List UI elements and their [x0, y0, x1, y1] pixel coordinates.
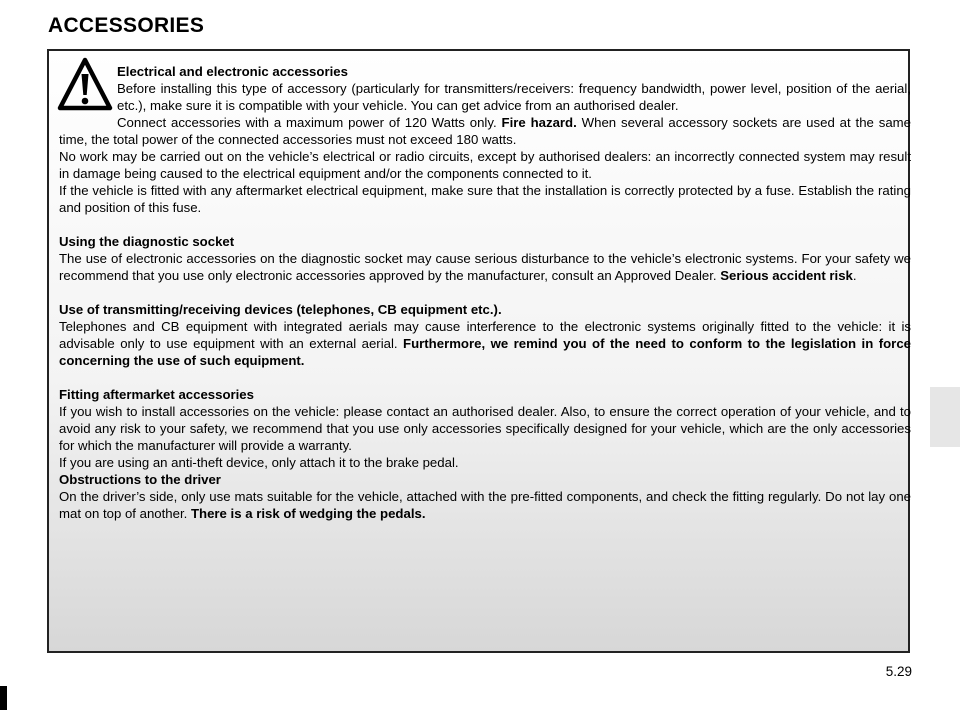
- obstructions-bold-text: There is a risk of wedging the pedals.: [190, 506, 426, 521]
- aftermarket-paragraph: If you wish to install accessories on the vehicle: please contact an authorised dealer. Also, to ensure the correct operation of your vehicle, and to avoid any risk to your safety, we recommend that you use only accessories specifically designed for your vehicle, which are the only accessories for which the manufacturer will provide a warranty.: [59, 404, 911, 453]
- warning-text: [59, 63, 911, 522]
- diagnostic-bold-text: Serious accident risk: [720, 268, 853, 283]
- transmitting-heading: Use of transmitting/receiving devices (telephones, CB equipment etc.).: [59, 302, 502, 317]
- electrical-paragraph-1: Before installing this type of accessory (particularly for transmitters/receivers: frequency bandwidth, power level, position of the aerial, etc.), make sure it is compatible with your vehicle. You can get advice from an authorised dealer.: [117, 81, 911, 113]
- obstructions-heading: Obstructions to the driver: [59, 472, 221, 487]
- anti-theft-paragraph: If you are using an anti-theft device, only attach it to the brake pedal.: [59, 455, 459, 470]
- power-limit-text: Connect accessories with a maximum power of 120 Watts only.: [117, 115, 497, 130]
- page-number: 5.29: [885, 664, 912, 679]
- diagnostic-heading: Using the diagnostic socket: [59, 234, 235, 249]
- electrical-paragraph-4: If the vehicle is fitted with any aftermarket electrical equipment, make sure that the installation is correctly protected by a fuse. Establish the rating and position of this fuse.: [59, 183, 911, 215]
- page-title: ACCESSORIES: [48, 14, 205, 37]
- electrical-paragraph-2: [59, 114, 911, 148]
- aftermarket-heading: Fitting aftermarket accessories: [59, 387, 254, 402]
- obstructions-text: On the driver’s side, only use mats suitable for the vehicle, attached with the pre-fitted components, and check the fitting regularly. Do not lay one mat on top of another.: [59, 489, 911, 521]
- transmitting-text: Telephones and CB equipment with integrated aerials may cause interference to the electronic systems originally fitted to the vehicle: it is advisable only to use equipment with an external aerial.: [59, 319, 911, 351]
- transmitting-paragraph: [59, 318, 911, 369]
- diagnostic-paragraph: The use of electronic accessories on the diagnostic socket may cause serious disturbance to the vehicle’s electronic systems. For your safety we recommend that you use only electronic accessories approved by the manufacturer, consult an Approved Dealer. Serious accident risk.: [59, 251, 911, 283]
- warning-box: [47, 49, 910, 653]
- transmitting-bold-text: Furthermore, we remind you of the need to conform to the legislation in force concerning the use of such equipment.: [59, 336, 911, 368]
- electrical-heading: Electrical and electronic accessories: [117, 64, 348, 79]
- electrical-paragraph-3: No work may be carried out on the vehicle’s electrical or radio circuits, except by authorised dealers: an incorrectly connected system may result in damage being caused to the electrical equipment and/or the components connected to it.: [59, 149, 911, 181]
- corner-mark: [0, 686, 7, 710]
- section-tab: [930, 387, 960, 447]
- socket-total-text: When several accessory sockets are used at the same time, the total power of the connected accessories must not exceed 180 watts.: [59, 115, 911, 147]
- fire-hazard-text: Fire hazard.: [501, 115, 577, 130]
- obstructions-paragraph: [59, 488, 911, 522]
- diagnostic-text: The use of electronic accessories on the diagnostic socket may cause serious disturbance to the vehicle’s electronic systems. For your safety we recommend that you use only electronic accessories approved by the manufacturer, consult an Approved Dealer.: [59, 251, 911, 283]
